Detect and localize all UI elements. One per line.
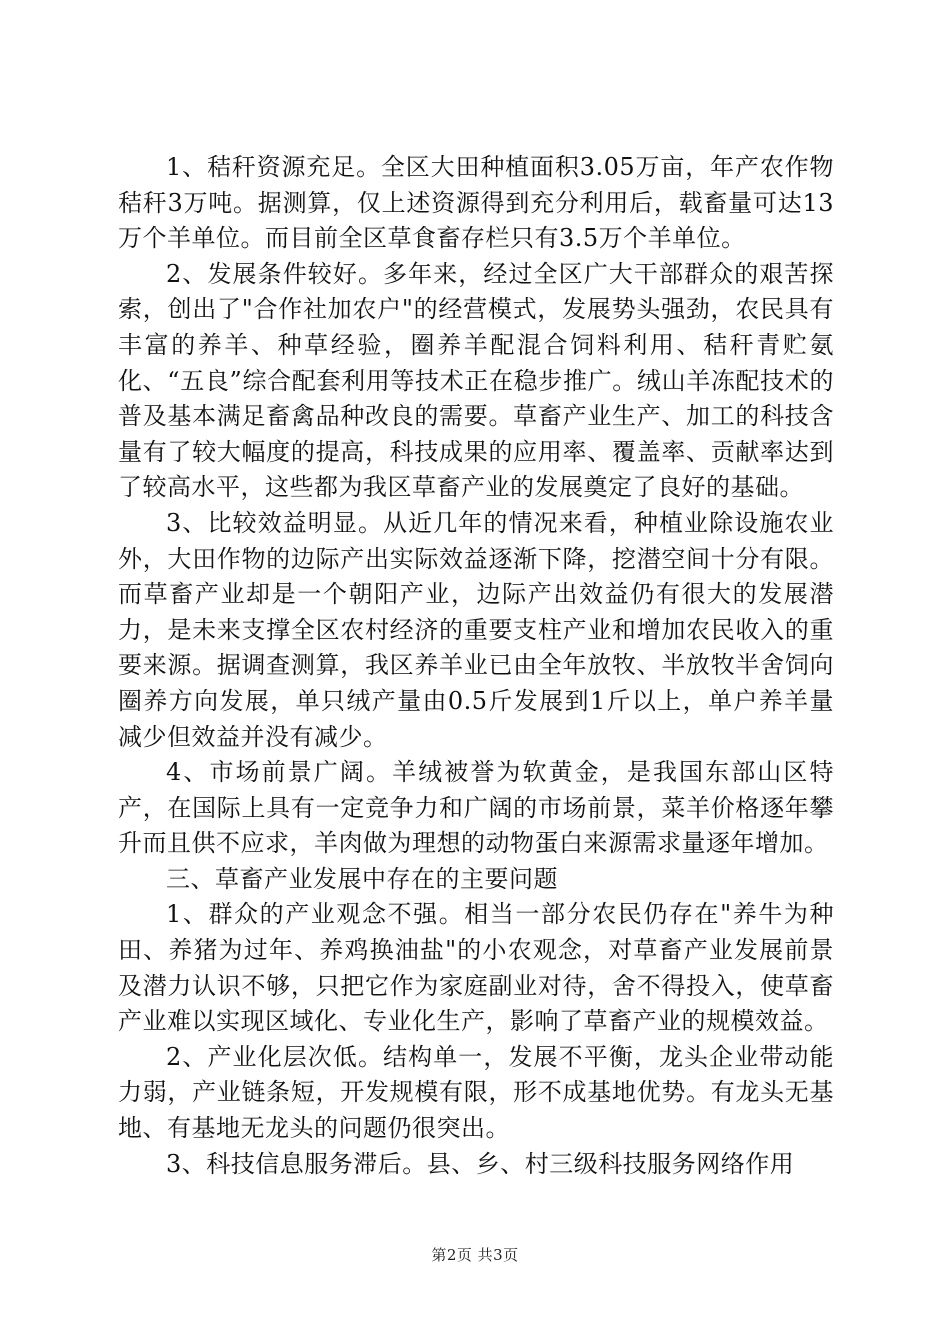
- document-body: [118, 150, 834, 1182]
- paragraph-comparative-benefit: 3、比较效益明显。从近几年的情况来看，种植业除设施农业外，大田作物的边际产出实际效益逐渐下降，挖潜空间十分有限。而草畜产业却是一个朝阳产业，边际产出效益仍有很大的发展潜力，是未来支撑全区农村经济的重要支柱产业和增加农民收入的重要来源。据调查测算，我区养羊业已由全年放牧、半放牧半舍饲向圈养方向发展，单只绒产量由0.5斤发展到1斤以上，单户养羊量减少但效益并没有减少。: [118, 508, 834, 751]
- paragraph-market-prospects: 4、市场前景广阔。羊绒被誉为软黄金，是我国东部山区特产，在国际上具有一定竞争力和广阔的市场前景，菜羊价格逐年攀升而且供不应求，羊肉做为理想的动物蛋白来源需求量逐年增加。: [118, 758, 834, 858]
- paragraph-industrialization-level: 2、产业化层次低。结构单一，发展不平衡，龙头企业带动能力弱，产业链条短，开发规模有限，形不成基地优势。有龙头无基地、有基地无龙头的问题仍很突出。: [118, 1042, 834, 1143]
- paragraph-industry-awareness: 1、群众的产业观念不强。相当一部分农民仍存在"养牛为种田、养猪为过年、养鸡换油盐"的小农观念，对草畜产业发展前景及潜力认识不够，只把它作为家庭副业对待，舍不得投入，使草畜产业难以实现区域化、专业化生产，影响了草畜产业的规模效益。: [118, 900, 834, 1036]
- paragraph-tech-services: 3、科技信息服务滞后。县、乡、村三级科技服务网络作用: [166, 1149, 795, 1178]
- page-number-footer: 第2页 共3页: [431, 1246, 519, 1264]
- paragraph-development-conditions: 2、发展条件较好。多年来，经过全区广大干部群众的艰苦探索，创出了"合作社加农户"的经营模式，发展势头强劲，农民具有丰富的养羊、种草经验，圈养羊配混合饲料利用、秸秆青贮氨化、“五良”综合配套利用等技术正在稳步推广。绒山羊冻配技术的普及基本满足畜禽品种改良的需要。草畜产业生产、加工的科技含量有了较大幅度的提高，科技成果的应用率、覆盖率、贡献率达到了较高水平，这些都为我区草畜产业的发展奠定了良好的基础。: [118, 259, 834, 502]
- paragraph-straw-resources: 1、秸秆资源充足。全区大田种植面积3.05万亩，年产农作物秸秆3万吨。据测算，仅上述资源得到充分利用后，载畜量可达13万个羊单位。而目前全区草食畜存栏只有3.5万个羊单位。: [118, 153, 834, 253]
- section-heading-main-problems: 三、草畜产业发展中存在的主要问题: [166, 864, 558, 893]
